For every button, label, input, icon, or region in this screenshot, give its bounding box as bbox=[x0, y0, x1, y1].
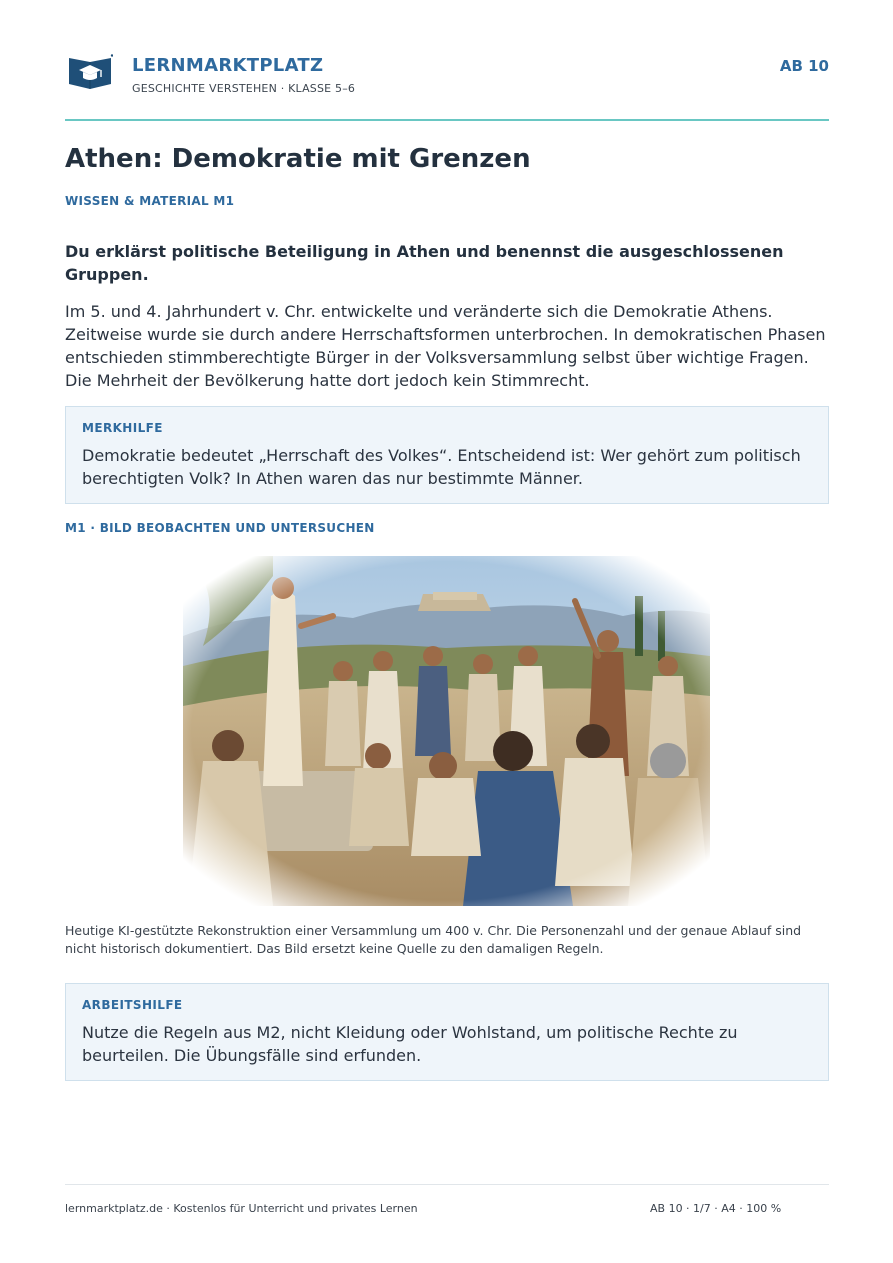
merkhilfe-text: Demokratie bedeutet „Herrschaft des Volkes“. Entscheidend ist: Wer gehört zum politisch berechtigten Volk? In Athen waren das nur bestimmte Männer. bbox=[82, 446, 801, 488]
learning-goal: Du erklärst politische Beteiligung in Athen und benennst die ausgeschlossenen Gruppen. bbox=[65, 242, 784, 284]
brand-name: LERNMARKTPLATZ bbox=[132, 55, 324, 76]
footer-page-info: AB 10 · 1/7 · A4 · 100 % bbox=[650, 1202, 782, 1215]
brand-subtitle: GESCHICHTE VERSTEHEN · KLASSE 5–6 bbox=[132, 82, 356, 95]
sheet-number: AB 10 bbox=[779, 57, 829, 75]
header-divider bbox=[65, 119, 829, 121]
arbeitshilfe-label: ARBEITSHILFE bbox=[82, 998, 183, 1012]
merkhilfe-box bbox=[65, 406, 829, 504]
page-title: Athen: Demokratie mit Grenzen bbox=[65, 144, 531, 174]
intro-paragraph: Im 5. und 4. Jahrhundert v. Chr. entwickelte und veränderte sich die Demokratie Athens. Zeitweise wurde sie durch andere Herrschaftsformen unterbrochen. In demokratischen Phasen entschieden stimmberechtigte Bürger in der Volksversammlung selbst über wichtige Fragen. Die Mehrheit der Bevölkerung hatte dort jedoch kein Stimmrecht. bbox=[65, 302, 826, 390]
section-kicker: WISSEN & MATERIAL M1 bbox=[65, 194, 235, 208]
page-header bbox=[65, 0, 829, 121]
merkhilfe-label: MERKHILFE bbox=[82, 421, 163, 435]
assembly-illustration bbox=[183, 556, 710, 906]
footer-divider bbox=[65, 1184, 829, 1185]
graduation-cap-book-icon bbox=[67, 54, 113, 90]
arbeitshilfe-box bbox=[65, 983, 829, 1081]
arbeitshilfe-text: Nutze die Regeln aus M2, nicht Kleidung oder Wohlstand, um politische Rechte zu beurteilen. Die Übungsfälle sind erfunden. bbox=[82, 1023, 738, 1065]
m1-heading: M1 · BILD BEOBACHTEN UND UNTERSUCHEN bbox=[65, 521, 375, 535]
footer-website: lernmarktplatz.de · Kostenlos für Unterricht und privates Lernen bbox=[65, 1202, 418, 1215]
image-caption: Heutige KI-gestützte Rekonstruktion einer Versammlung um 400 v. Chr. Die Personenzahl und der genaue Ablauf sind nicht historisch dokumentiert. Das Bild ersetzt keine Quelle zu den damaligen Regeln. bbox=[65, 923, 802, 956]
